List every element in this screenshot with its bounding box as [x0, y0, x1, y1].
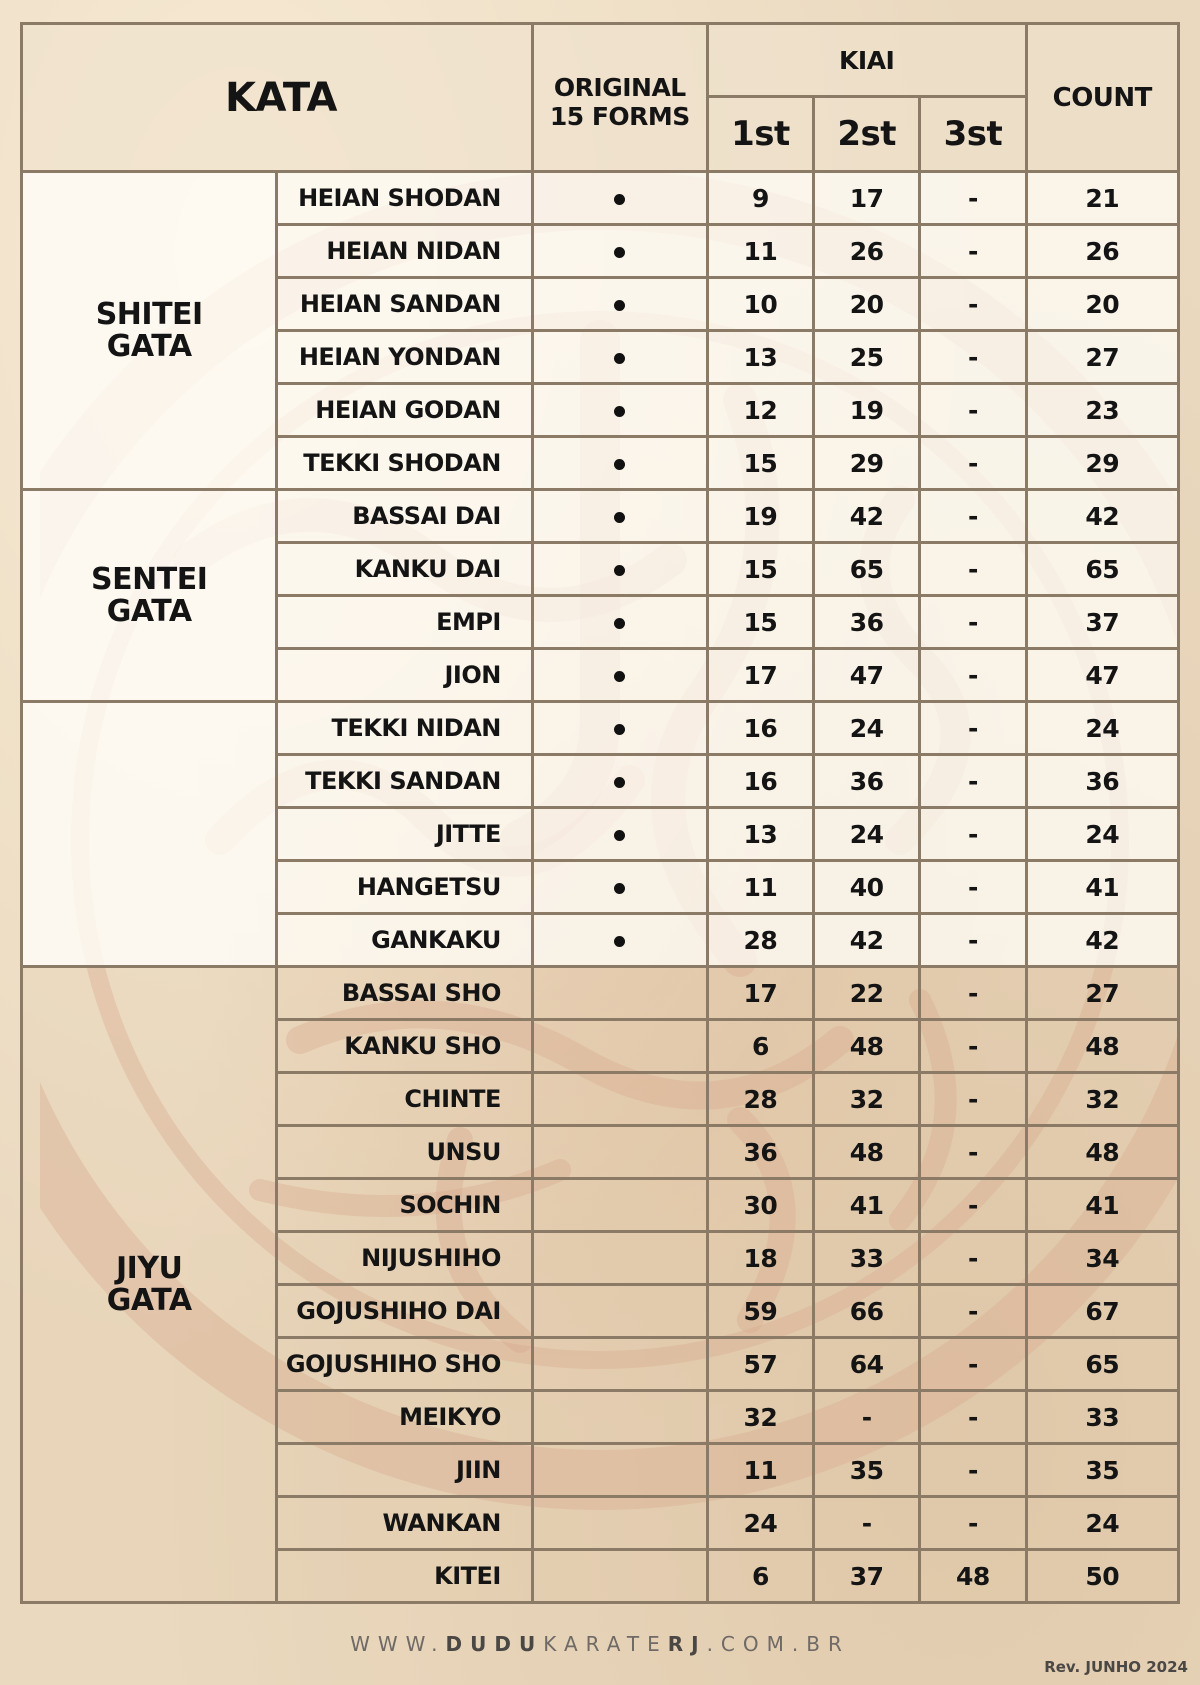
original-form-cell [532, 225, 707, 278]
original-form-cell [532, 490, 707, 543]
count-cell: 35 [1026, 1444, 1178, 1497]
count-cell: 20 [1026, 278, 1178, 331]
table-row [22, 490, 1179, 543]
kiai-second-cell: 20 [814, 278, 920, 331]
count-cell: 21 [1026, 172, 1178, 225]
group-label [22, 490, 277, 702]
count-cell: 42 [1026, 490, 1178, 543]
kiai-second-cell: 29 [814, 437, 920, 490]
kata-name: BASSAI SHO [277, 967, 532, 1020]
original-form-cell [532, 649, 707, 702]
kiai-third-cell: - [920, 1232, 1026, 1285]
original-form-dot-icon [614, 353, 625, 364]
count-cell: 24 [1026, 702, 1178, 755]
kiai-first-cell: 17 [707, 649, 813, 702]
kiai-third-cell: - [920, 914, 1026, 967]
group-label-line2: GATA [106, 328, 192, 364]
original-form-cell [532, 1497, 707, 1550]
kata-name: KANKU SHO [277, 1020, 532, 1073]
kiai-first-cell: 13 [707, 808, 813, 861]
table-row [22, 702, 1179, 755]
kiai-third-cell: - [920, 490, 1026, 543]
kiai-third-cell: - [920, 755, 1026, 808]
original-form-cell [532, 702, 707, 755]
count-cell: 34 [1026, 1232, 1178, 1285]
kiai-second-cell: - [814, 1497, 920, 1550]
kiai-second-cell: 36 [814, 596, 920, 649]
kiai-third-cell: - [920, 808, 1026, 861]
kiai-first-cell: 16 [707, 702, 813, 755]
count-cell: 48 [1026, 1020, 1178, 1073]
original-form-cell [532, 437, 707, 490]
kiai-third-cell: - [920, 331, 1026, 384]
kata-name: JITTE [277, 808, 532, 861]
kata-name: TEKKI SANDAN [277, 755, 532, 808]
group-label [22, 967, 277, 1603]
kiai-second-cell: 48 [814, 1126, 920, 1179]
original-form-dot-icon [614, 883, 625, 894]
original-form-cell [532, 1232, 707, 1285]
kiai-second-cell: 36 [814, 755, 920, 808]
kiai-first-cell: 30 [707, 1179, 813, 1232]
kata-name: GOJUSHIHO DAI [277, 1285, 532, 1338]
kiai-third-cell: - [920, 225, 1026, 278]
original-form-dot-icon [614, 618, 625, 629]
group-label-line1: SENTEI [91, 561, 208, 597]
kiai-first-cell: 16 [707, 755, 813, 808]
kiai-third-cell: - [920, 1073, 1026, 1126]
kiai-first-cell: 28 [707, 1073, 813, 1126]
count-cell: 24 [1026, 1497, 1178, 1550]
original-form-cell [532, 1550, 707, 1603]
original-form-cell [532, 1338, 707, 1391]
original-form-cell [532, 596, 707, 649]
kata-name: EMPI [277, 596, 532, 649]
url-bold: DUDU [445, 1632, 544, 1656]
kata-name: UNSU [277, 1126, 532, 1179]
original-form-cell [532, 1020, 707, 1073]
group-label-line2: GATA [106, 1282, 192, 1318]
original-form-dot-icon [614, 247, 625, 258]
kata-name: CHINTE [277, 1073, 532, 1126]
kata-name: HEIAN GODAN [277, 384, 532, 437]
kiai-third-cell: - [920, 1285, 1026, 1338]
kiai-first-cell: 32 [707, 1391, 813, 1444]
kiai-first-cell: 15 [707, 596, 813, 649]
kiai-second-cell: 64 [814, 1338, 920, 1391]
count-cell: 33 [1026, 1391, 1178, 1444]
kiai-third-cell: - [920, 702, 1026, 755]
kiai-third-cell: - [920, 278, 1026, 331]
kiai-third-cell: - [920, 1179, 1026, 1232]
kiai-second-cell: 40 [814, 861, 920, 914]
count-cell: 67 [1026, 1285, 1178, 1338]
original-form-cell [532, 278, 707, 331]
kiai-third-cell: - [920, 1497, 1026, 1550]
kiai-third-cell: - [920, 172, 1026, 225]
kiai-second-cell: 41 [814, 1179, 920, 1232]
kiai-third-cell: - [920, 1391, 1026, 1444]
kiai-first-cell: 9 [707, 172, 813, 225]
kiai-first-header: 1st [707, 97, 813, 172]
kata-name: HEIAN YONDAN [277, 331, 532, 384]
revision-label: Rev. JUNHO 2024 [1044, 1658, 1188, 1676]
original-form-dot-icon [614, 565, 625, 576]
kiai-second-cell: 22 [814, 967, 920, 1020]
kiai-second-cell: 42 [814, 490, 920, 543]
kiai-first-cell: 15 [707, 437, 813, 490]
count-cell: 26 [1026, 225, 1178, 278]
kiai-third-cell: 48 [920, 1550, 1026, 1603]
kata-name: NIJUSHIHO [277, 1232, 532, 1285]
url-prefix: WWW. [350, 1632, 446, 1656]
count-cell: 27 [1026, 967, 1178, 1020]
kiai-second-cell: 33 [814, 1232, 920, 1285]
kiai-third-cell: - [920, 384, 1026, 437]
kiai-second-cell: 19 [814, 384, 920, 437]
original-form-dot-icon [614, 936, 625, 947]
kiai-first-cell: 19 [707, 490, 813, 543]
kiai-second-cell: 32 [814, 1073, 920, 1126]
kiai-header: KIAI [707, 24, 1026, 97]
kiai-third-cell: - [920, 1020, 1026, 1073]
kiai-second-cell: - [814, 1391, 920, 1444]
original-form-dot-icon [614, 777, 625, 788]
kata-name: SOCHIN [277, 1179, 532, 1232]
original-form-dot-icon [614, 459, 625, 470]
kiai-first-cell: 59 [707, 1285, 813, 1338]
group-label-line1: SHITEI [95, 296, 203, 332]
count-cell: 36 [1026, 755, 1178, 808]
kiai-second-cell: 25 [814, 331, 920, 384]
count-cell: 24 [1026, 808, 1178, 861]
count-cell: 42 [1026, 914, 1178, 967]
kiai-first-cell: 36 [707, 1126, 813, 1179]
kiai-first-cell: 10 [707, 278, 813, 331]
original-form-cell [532, 1073, 707, 1126]
original-form-cell [532, 331, 707, 384]
url-mid: KARATE [543, 1632, 668, 1656]
kiai-second-cell: 47 [814, 649, 920, 702]
kata-name: JION [277, 649, 532, 702]
kiai-first-cell: 11 [707, 861, 813, 914]
kata-name: GOJUSHIHO SHO [277, 1338, 532, 1391]
original-form-cell [532, 861, 707, 914]
kata-name: JIIN [277, 1444, 532, 1497]
kiai-second-cell: 65 [814, 543, 920, 596]
kata-name: TEKKI SHODAN [277, 437, 532, 490]
table-row [22, 967, 1179, 1020]
kiai-second-cell: 48 [814, 1020, 920, 1073]
original-form-dot-icon [614, 671, 625, 682]
kiai-first-cell: 18 [707, 1232, 813, 1285]
kiai-third-cell: - [920, 649, 1026, 702]
kiai-first-cell: 15 [707, 543, 813, 596]
count-cell: 37 [1026, 596, 1178, 649]
count-header: COUNT [1026, 24, 1178, 172]
table-row [22, 172, 1179, 225]
original-forms-header [532, 24, 707, 172]
group-label [22, 702, 277, 967]
count-cell: 27 [1026, 331, 1178, 384]
kata-name: HANGETSU [277, 861, 532, 914]
original-form-cell [532, 384, 707, 437]
kiai-first-cell: 11 [707, 1444, 813, 1497]
count-cell: 41 [1026, 1179, 1178, 1232]
kiai-third-cell: - [920, 1338, 1026, 1391]
kiai-first-cell: 12 [707, 384, 813, 437]
original-form-cell [532, 172, 707, 225]
original-form-dot-icon [614, 194, 625, 205]
count-cell: 50 [1026, 1550, 1178, 1603]
kiai-second-cell: 26 [814, 225, 920, 278]
count-cell: 23 [1026, 384, 1178, 437]
original-form-cell [532, 1391, 707, 1444]
kata-name: KITEI [277, 1550, 532, 1603]
kiai-second-cell: 17 [814, 172, 920, 225]
kiai-first-cell: 24 [707, 1497, 813, 1550]
kata-name: WANKAN [277, 1497, 532, 1550]
kiai-first-cell: 57 [707, 1338, 813, 1391]
kiai-second-cell: 24 [814, 808, 920, 861]
kata-name: HEIAN NIDAN [277, 225, 532, 278]
kiai-second-cell: 24 [814, 702, 920, 755]
original-form-dot-icon [614, 724, 625, 735]
kiai-second-cell: 35 [814, 1444, 920, 1497]
kata-header: KATA [22, 24, 533, 172]
group-label-line2: GATA [106, 593, 192, 629]
count-cell: 65 [1026, 1338, 1178, 1391]
kiai-second-cell: 42 [814, 914, 920, 967]
website-url [0, 1632, 1200, 1656]
kiai-third-cell: - [920, 861, 1026, 914]
kiai-first-cell: 13 [707, 331, 813, 384]
url-bold2: RJ [667, 1632, 707, 1656]
kiai-third-cell: - [920, 543, 1026, 596]
kiai-third-cell: - [920, 1444, 1026, 1497]
kiai-first-cell: 6 [707, 1020, 813, 1073]
kata-table [20, 22, 1180, 1604]
count-cell: 65 [1026, 543, 1178, 596]
original-header-line2: 15 FORMS [549, 101, 690, 131]
original-form-cell [532, 755, 707, 808]
kiai-first-cell: 17 [707, 967, 813, 1020]
kiai-first-cell: 6 [707, 1550, 813, 1603]
count-cell: 47 [1026, 649, 1178, 702]
kiai-second-cell: 66 [814, 1285, 920, 1338]
original-form-dot-icon [614, 512, 625, 523]
original-form-cell [532, 1285, 707, 1338]
original-header-line1: ORIGINAL [553, 72, 686, 102]
original-form-cell [532, 1126, 707, 1179]
kiai-first-cell: 28 [707, 914, 813, 967]
url-suffix: .COM.BR [706, 1632, 850, 1656]
count-cell: 48 [1026, 1126, 1178, 1179]
original-form-cell [532, 808, 707, 861]
kata-name: BASSAI DAI [277, 490, 532, 543]
count-cell: 29 [1026, 437, 1178, 490]
count-cell: 41 [1026, 861, 1178, 914]
kata-name: GANKAKU [277, 914, 532, 967]
original-form-cell [532, 1444, 707, 1497]
count-cell: 32 [1026, 1073, 1178, 1126]
kiai-third-cell: - [920, 596, 1026, 649]
original-form-dot-icon [614, 830, 625, 841]
original-form-cell [532, 1179, 707, 1232]
kiai-second-header: 2st [814, 97, 920, 172]
kata-name: HEIAN SHODAN [277, 172, 532, 225]
kiai-first-cell: 11 [707, 225, 813, 278]
kata-name: HEIAN SANDAN [277, 278, 532, 331]
kiai-third-header: 3st [920, 97, 1026, 172]
kiai-third-cell: - [920, 967, 1026, 1020]
original-form-cell [532, 543, 707, 596]
original-form-cell [532, 967, 707, 1020]
kata-name: KANKU DAI [277, 543, 532, 596]
kiai-second-cell: 37 [814, 1550, 920, 1603]
kata-name: TEKKI NIDAN [277, 702, 532, 755]
kata-table-body [22, 172, 1179, 1603]
original-form-dot-icon [614, 406, 625, 417]
original-form-dot-icon [614, 300, 625, 311]
group-label-line1: JIYU [116, 1250, 183, 1286]
group-label [22, 172, 277, 490]
kata-name: MEIKYO [277, 1391, 532, 1444]
original-form-cell [532, 914, 707, 967]
kiai-third-cell: - [920, 1126, 1026, 1179]
kiai-third-cell: - [920, 437, 1026, 490]
